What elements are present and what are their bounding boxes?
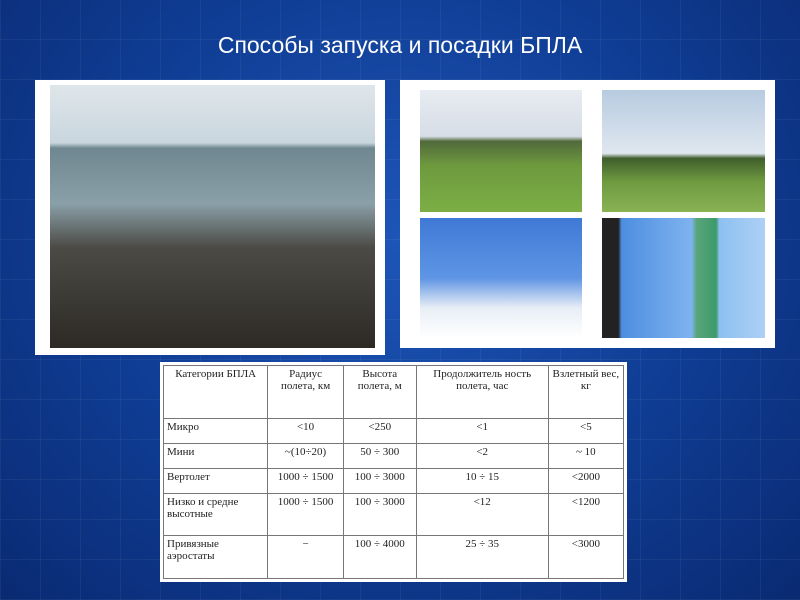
table-cell: 100 ÷ 3000	[343, 493, 416, 536]
table-cell: Вертолет	[164, 468, 268, 493]
table-row	[164, 419, 624, 444]
table-cell: <5	[548, 419, 623, 444]
table-cell: <2000	[548, 468, 623, 493]
table-cell: −	[268, 536, 343, 579]
column-header: Радиус полета, км	[268, 366, 343, 419]
table-cell: <1200	[548, 493, 623, 536]
table-cell: <10	[268, 419, 343, 444]
column-header: Категории БПЛА	[164, 366, 268, 419]
table-row	[164, 468, 624, 493]
table-cell: 1000 ÷ 1500	[268, 468, 343, 493]
soldier-hand-launch-photo	[50, 85, 375, 348]
slide-title: Способы запуска и посадки БПЛА	[217, 32, 583, 58]
table-cell: ~ 10	[548, 443, 623, 468]
catapult-launch-photo	[420, 90, 582, 212]
table-cell: <250	[343, 419, 416, 444]
table-cell: 10 ÷ 15	[416, 468, 548, 493]
table-cell: 1000 ÷ 1500	[268, 493, 343, 536]
uav-categories-table	[160, 362, 627, 582]
table-row	[164, 443, 624, 468]
table-cell: 100 ÷ 3000	[343, 468, 416, 493]
column-header: Взлетный вес, кг	[548, 366, 623, 419]
table-cell: <3000	[548, 536, 623, 579]
table-cell: <1	[416, 419, 548, 444]
table-cell: Мини	[164, 443, 268, 468]
table-cell: 100 ÷ 4000	[343, 536, 416, 579]
hand-launch-photo	[602, 90, 765, 212]
table-cell: Микро	[164, 419, 268, 444]
table-row	[164, 536, 624, 579]
column-header: Высота полета, м	[343, 366, 416, 419]
table-header-row	[164, 366, 624, 419]
table-cell: <12	[416, 493, 548, 536]
table-cell: Низко и средне высотные	[164, 493, 268, 536]
parachute-landing-photo	[420, 218, 582, 338]
table-cell: <2	[416, 443, 548, 468]
table-cell: 50 ÷ 300	[343, 443, 416, 468]
table-cell: Привязные аэростаты	[164, 536, 268, 579]
table-cell: ~(10÷20)	[268, 443, 343, 468]
table-cell: 25 ÷ 35	[416, 536, 548, 579]
column-header: Продолжитель ность полета, час	[416, 366, 548, 419]
net-landing-photo	[602, 218, 765, 338]
table-row	[164, 493, 624, 536]
